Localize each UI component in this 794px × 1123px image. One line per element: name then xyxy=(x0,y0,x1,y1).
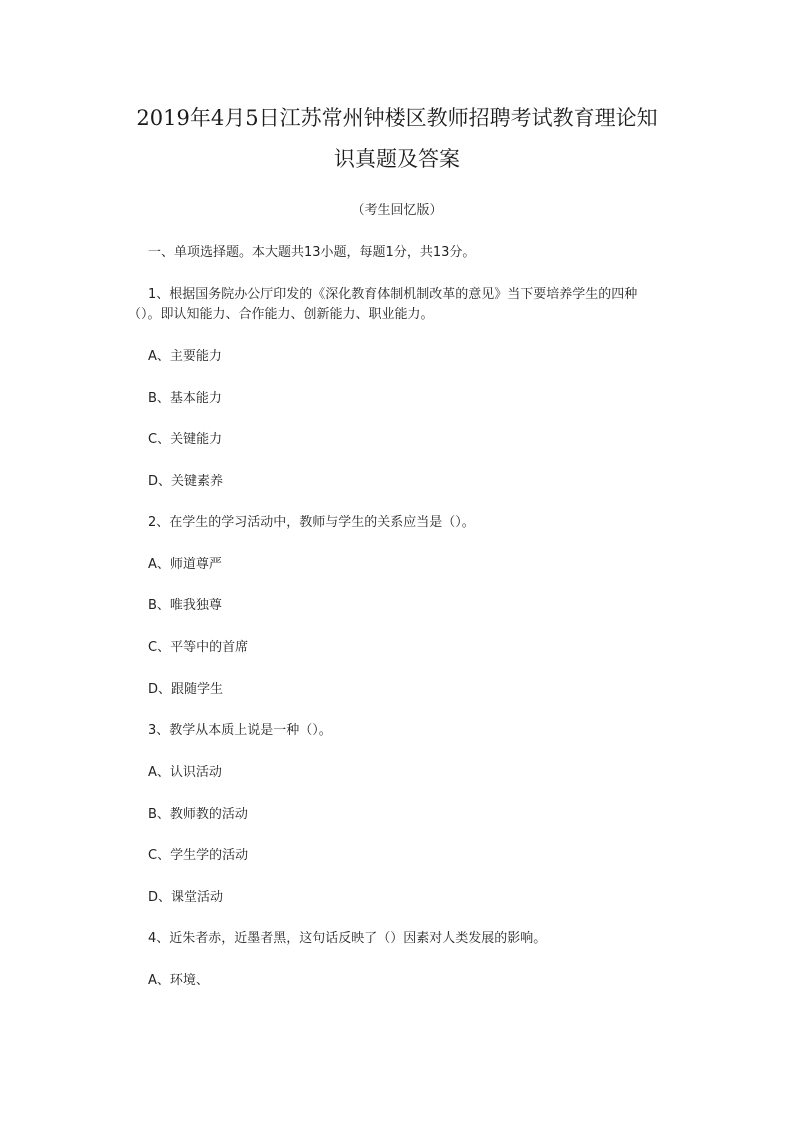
document-subtitle: （考生回忆版） xyxy=(351,203,443,218)
question-3-option-d: D、课堂活动 xyxy=(148,890,224,905)
question-1-option-b: B、基本能力 xyxy=(148,391,222,406)
question-4-text: 4、近朱者赤，近墨者黑，这句话反映了（）因素对人类发展的影响。 xyxy=(148,931,547,946)
question-1-option-a: A、主要能力 xyxy=(148,349,222,364)
question-3-option-c: C、学生学的活动 xyxy=(148,848,249,863)
question-2-option-a: A、师道尊严 xyxy=(148,557,222,572)
question-2-option-b: B、唯我独尊 xyxy=(148,598,222,613)
question-3-option-a: A、认识活动 xyxy=(148,765,222,780)
document-title-line-2: 识真题及答案 xyxy=(334,147,460,171)
question-3-option-b: B、教师教的活动 xyxy=(148,807,248,822)
section-heading: 一、单项选择题。本大题共13小题，每题1分，共13分。 xyxy=(148,245,476,260)
question-2-text: 2、在学生的学习活动中，教师与学生的关系应当是（）。 xyxy=(148,515,475,530)
question-4-option-a: A、环境、 xyxy=(148,973,209,988)
question-1-text: 1、根据国务院办公厅印发的《深化教育体制机制改革的意见》当下要培养学生的四种 xyxy=(148,287,638,302)
question-1-option-c: C、关键能力 xyxy=(148,432,223,447)
question-2-option-c: C、平等中的首席 xyxy=(148,640,249,655)
question-1-text-continued: （）。即认知能力、合作能力、创新能力、职业能力。 xyxy=(128,307,434,322)
question-1-option-d: D、关键素养 xyxy=(148,474,224,489)
question-3-text: 3、教学从本质上说是一种（）。 xyxy=(148,723,332,738)
question-2-option-d: D、跟随学生 xyxy=(148,682,224,697)
document-title-line-1: 2019年4月5日江苏常州钟楼区教师招聘考试教育理论知 xyxy=(136,106,658,130)
